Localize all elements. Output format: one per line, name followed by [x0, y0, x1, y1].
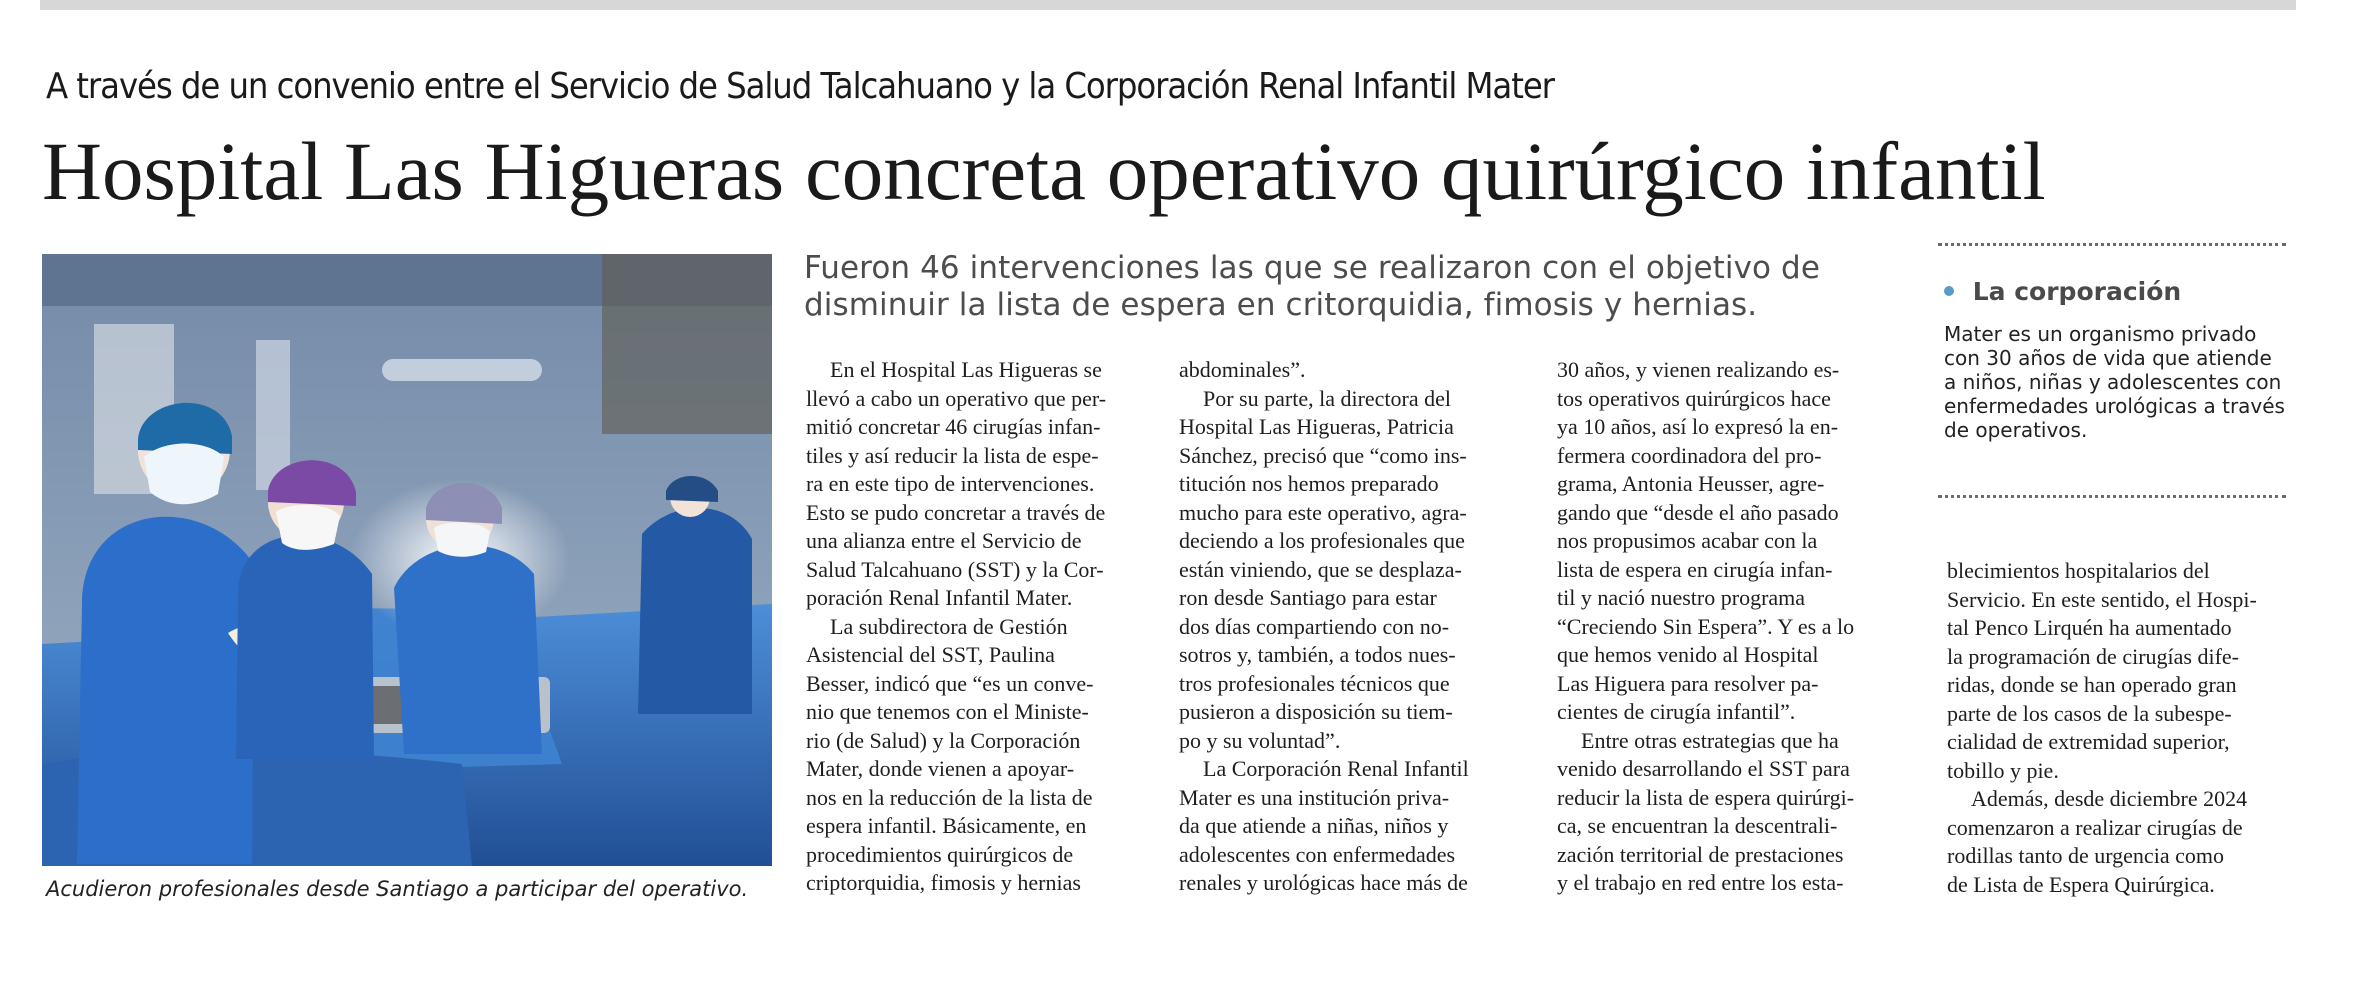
body-line: Mater es una institución priva- — [1179, 784, 1450, 810]
body-line: tos operativos quirúrgicos hace — [1557, 385, 1831, 411]
body-line: dos días compartiendo con no- — [1179, 613, 1450, 639]
sidebar-line: de operativos. — [1944, 418, 2088, 442]
body-line: pusieron a disposición su tiem- — [1179, 699, 1453, 724]
body-line: de Lista de Espera Quirúrgica. — [1947, 871, 2215, 897]
body-line: zación territorial de prestaciones — [1557, 841, 1844, 867]
body-line: En el Hospital Las Higueras se — [830, 357, 1102, 382]
body-line: ra en este tipo de intervenciones. — [806, 471, 1095, 496]
body-line: til y nació nuestro programa — [1557, 585, 1806, 610]
body-line: ca, se encuentran la descentrali- — [1557, 813, 1838, 838]
body-line: tal Penco Lirquén ha aumentado — [1947, 615, 2232, 640]
body-line: tobillo y pie. — [1947, 757, 2059, 783]
body-line: fermera coordinadora del pro- — [1557, 442, 1822, 468]
body-line: Besser, indicó que “es un conve- — [806, 670, 1094, 696]
body-line: parte de los casos de la subespe- — [1947, 700, 2232, 726]
sidebar-line: con 30 años de vida que atiende — [1944, 346, 2272, 370]
body-line: llevó a cabo un operativo que per- — [806, 385, 1107, 411]
article-kicker: A través de un convenio entre el Servicio de Salud Talcahuano y la Corporación Renal Infantil Mater — [46, 66, 1554, 107]
body-line: abdominales”. — [1179, 357, 1306, 382]
body-line: comenzaron a realizar cirugías de — [1947, 814, 2243, 840]
body-line: ya 10 años, así lo expresó la en- — [1557, 414, 1839, 439]
sidebar-title-text: La corporación — [1972, 277, 2182, 306]
body-line: sotros y, también, a todos nues- — [1179, 642, 1456, 667]
body-line: Mater, donde vienen a apoyar- — [806, 756, 1075, 781]
body-line: cientes de cirugía infantil”. — [1557, 699, 1796, 724]
photo-caption: Acudieron profesionales desde Santiago a participar del operativo. — [46, 877, 749, 901]
body-line: Por su parte, la directora del — [1203, 385, 1452, 411]
body-line: cialidad de extremidad superior, — [1947, 729, 2230, 754]
body-line: 30 años, y vienen realizando es- — [1557, 357, 1840, 382]
sidebar-text — [1944, 322, 2284, 442]
article-column-2 — [1179, 356, 1536, 898]
body-line: tiles y así reducir la lista de espe- — [806, 442, 1099, 468]
body-line: Salud Talcahuano (SST) y la Cor- — [806, 556, 1104, 582]
article-column-1 — [806, 356, 1163, 898]
body-line: están viniendo, que se desplaza- — [1179, 556, 1462, 582]
body-line: Además, desde diciembre 2024 — [1971, 786, 2248, 811]
body-line: criptorquidia, fimosis y hernias — [806, 870, 1081, 895]
body-line: rio (de Salud) y la Corporación — [806, 727, 1081, 753]
deck-line: disminuir la lista de espera en critorquidia, fimosis y hernias. — [804, 287, 1758, 323]
body-line: La Corporación Renal Infantil — [1203, 756, 1469, 781]
body-line: tros profesionales técnicos que — [1179, 670, 1450, 696]
body-line: renales y urológicas hace más de — [1179, 870, 1468, 895]
top-strip — [40, 0, 2296, 10]
body-line: nos propusimos acabar con la — [1557, 528, 1818, 553]
corporation-sidebar — [1938, 243, 2286, 498]
body-line: poración Renal Infantil Mater. — [806, 585, 1073, 610]
sidebar-line: Mater es un organismo privado — [1944, 322, 2257, 346]
sidebar-top-rule — [1938, 243, 2286, 246]
body-line: lista de espera en cirugía infan- — [1557, 556, 1833, 582]
body-line: adolescentes con enfermedades — [1179, 841, 1456, 867]
body-line: ridas, donde se han operado gran — [1947, 672, 2237, 697]
body-line: y el trabajo en red entre los esta- — [1557, 870, 1844, 895]
body-line: gando que “desde el año pasado — [1557, 499, 1839, 525]
sidebar-line: a niños, niñas y adolescentes con — [1944, 370, 2282, 394]
body-line: mitió concretar 46 cirugías infan- — [806, 414, 1101, 439]
body-line: Entre otras estrategias que ha — [1581, 727, 1839, 753]
body-line: deciendo a los profesionales que — [1179, 528, 1465, 553]
body-line: espera infantil. Básicamente, en — [806, 813, 1087, 838]
body-line: ron desde Santiago para estar — [1179, 585, 1437, 610]
body-line: “Creciendo Sin Espera”. Y es a lo — [1557, 613, 1855, 639]
body-line: nio que tenemos con el Ministe- — [806, 699, 1089, 724]
sidebar-bottom-rule — [1938, 495, 2286, 498]
body-line: rodillas tanto de urgencia como — [1947, 843, 2224, 868]
body-line: la programación de cirugías dife- — [1947, 643, 2239, 669]
article-column-4 — [1947, 557, 2277, 899]
body-line: da que atiende a niñas, niños y — [1179, 813, 1449, 838]
body-line: reducir la lista de espera quirúrgi- — [1557, 784, 1855, 810]
surgery-photo — [42, 254, 772, 866]
body-line: una alianza entre el Servicio de — [806, 528, 1082, 553]
body-line: grama, Antonia Heusser, agre- — [1557, 471, 1825, 496]
body-line: titución nos hemos preparado — [1179, 471, 1439, 496]
sidebar-title — [1944, 277, 2181, 307]
body-line: blecimientos hospitalarios del — [1947, 558, 2210, 583]
body-line: po y su voluntad”. — [1179, 727, 1341, 753]
bullet-icon — [1944, 286, 1954, 296]
article-deck — [804, 250, 1864, 324]
body-line: Las Higuera para resolver pa- — [1557, 670, 1819, 696]
article-headline: Hospital Las Higueras concreta operativo quirúrgico infantil — [42, 125, 2046, 217]
article-column-3 — [1557, 356, 1914, 898]
body-line: Sánchez, precisó que “como ins- — [1179, 442, 1467, 468]
body-line: La subdirectora de Gestión — [830, 613, 1068, 639]
body-line: procedimientos quirúrgicos de — [806, 841, 1074, 867]
body-line: Servicio. En este sentido, el Hospi- — [1947, 586, 2257, 612]
body-line: nos en la reducción de la lista de — [806, 784, 1093, 810]
deck-line: Fueron 46 intervenciones las que se realizaron con el objetivo de — [804, 250, 1820, 286]
body-line: Hospital Las Higueras, Patricia — [1179, 414, 1454, 439]
body-line: Asistencial del SST, Paulina — [806, 642, 1055, 667]
body-line: mucho para este operativo, agra- — [1179, 499, 1467, 525]
body-line: que hemos venido al Hospital — [1557, 642, 1819, 667]
body-line: Esto se pudo concretar a través de — [806, 499, 1106, 525]
body-line: venido desarrollando el SST para — [1557, 756, 1850, 781]
sidebar-line: enfermedades urológicas a través — [1944, 394, 2285, 418]
